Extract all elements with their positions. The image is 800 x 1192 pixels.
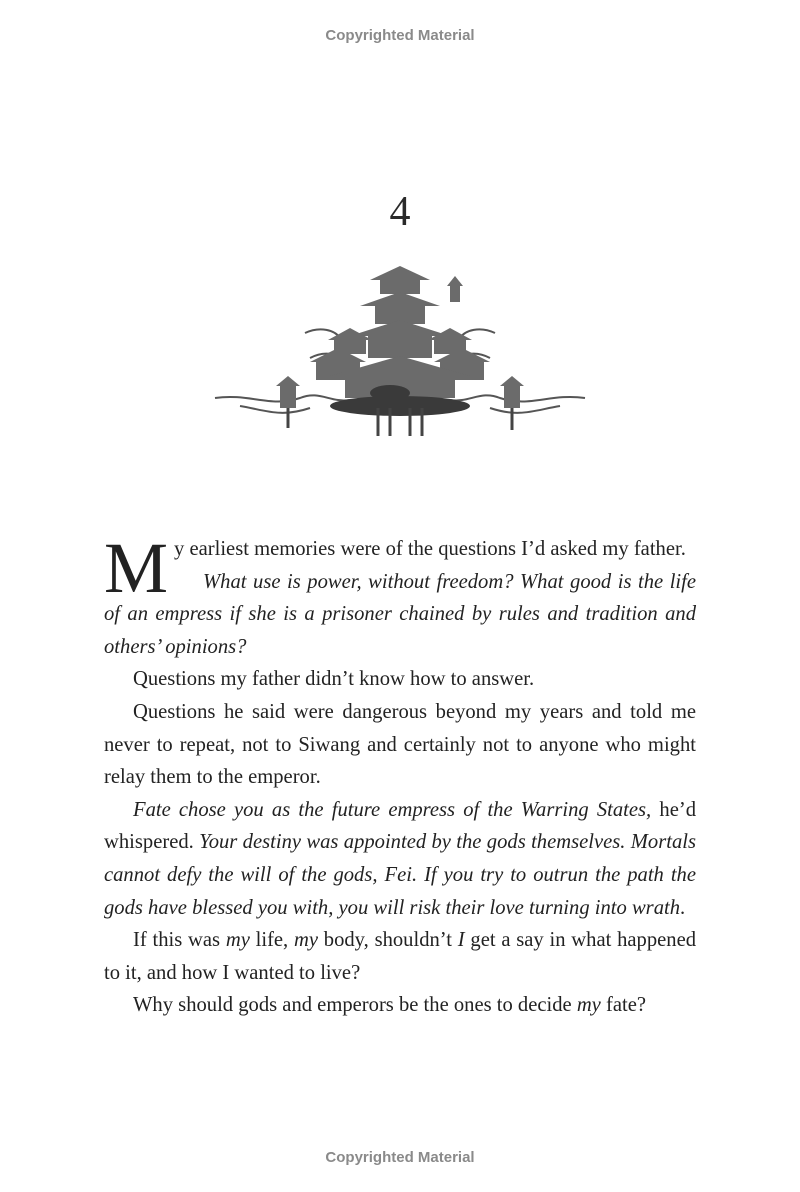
copyright-watermark-bottom: Copyrighted Material	[325, 1149, 475, 1166]
copyright-watermark-top: Copyrighted Material	[325, 27, 475, 44]
paragraph	[104, 924, 696, 989]
text-segment: Why should gods and emperors be the ones to decide	[133, 994, 577, 1017]
text-segment: y earliest memories were of the questions I’d asked my father.	[174, 538, 686, 560]
italic-text-segment: What use is power, without freedom? What good is the life of an empress if she is a prisoner chained by rules and tradition and others’ opinions?	[104, 570, 696, 658]
drop-cap: M	[104, 528, 169, 608]
text-segment: life,	[249, 929, 294, 952]
paragraph	[104, 663, 696, 696]
chapter-number: 4	[389, 189, 411, 235]
text-segment: body, shouldn’t	[318, 929, 458, 952]
italic-text-segment: my	[294, 929, 319, 952]
text-segment: If this was	[133, 929, 226, 952]
italic-text-segment: Your destiny was appointed by the gods themselves. Mortals cannot defy the will of the gods, Fei. If you try to outrun the path the gods have blessed you with, you will risk their love turning into wrath	[104, 831, 696, 919]
text-segment: get a say in what happened to it, and how I wanted to live?	[104, 929, 697, 984]
text-segment: Questions he said were dangerous beyond my years and told me never to repeat, not to Siwang and certainly not to anyone who might relay them to the emperor.	[104, 700, 696, 789]
italic-text-segment: Fate chose you as the future empress of the Warring States,	[133, 798, 652, 821]
italic-text-segment: my	[576, 994, 601, 1017]
text-segment: fate?	[600, 994, 646, 1017]
paragraph	[104, 989, 696, 1022]
text-segment: he’d whispered.	[104, 798, 696, 854]
pagoda-palace-ornament-icon	[210, 258, 590, 443]
italic-text-segment: my	[225, 929, 250, 952]
text-segment: Questions my father didn’t know how to answer.	[133, 668, 535, 691]
paragraph	[104, 528, 696, 608]
paragraph	[104, 566, 696, 664]
paragraph	[104, 696, 696, 794]
text-segment: .	[680, 896, 686, 919]
italic-text-segment: I	[457, 929, 465, 952]
paragraph	[104, 794, 696, 924]
chapter-body-text	[104, 528, 697, 1022]
